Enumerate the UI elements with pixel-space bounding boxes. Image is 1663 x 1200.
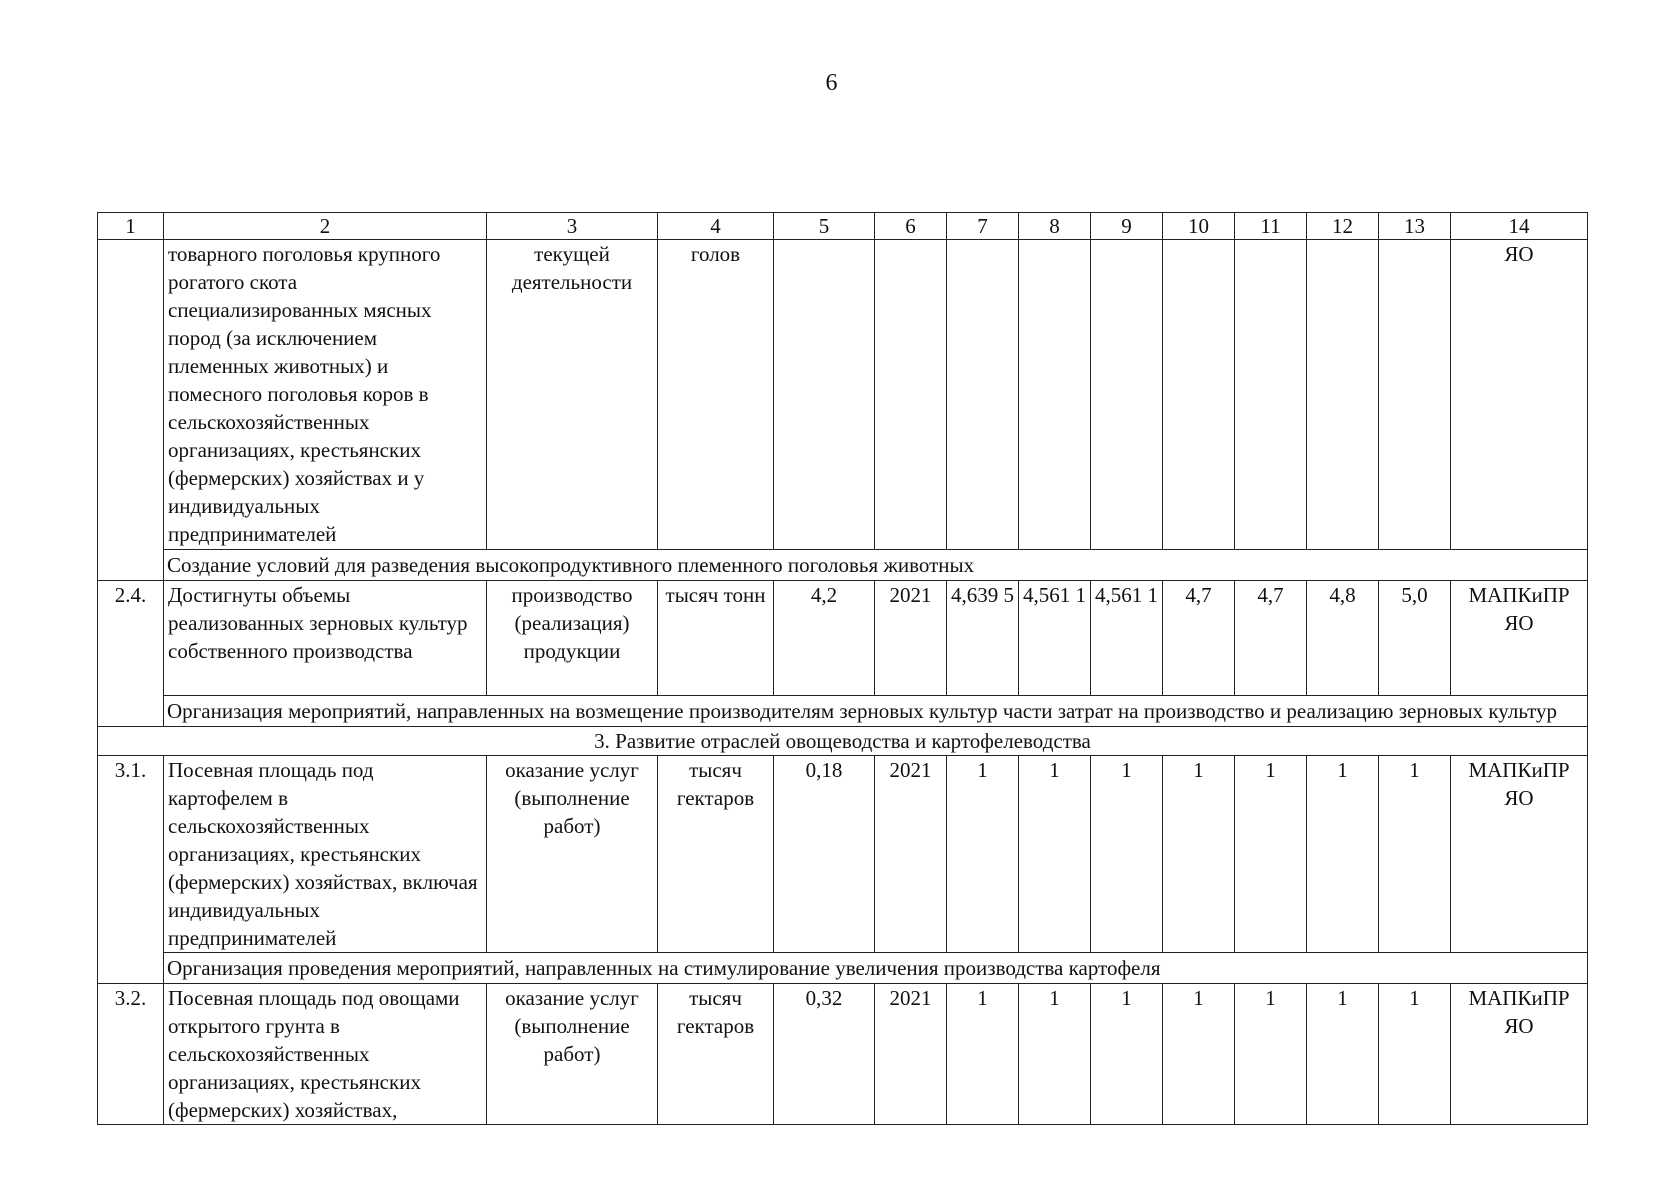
note-row: [98, 953, 1588, 984]
responsible: МАПКиПР ЯО: [1451, 581, 1588, 696]
responsible: МАПКиПР ЯО: [1451, 984, 1588, 1125]
note-row: [98, 550, 1588, 581]
column-header: 2: [164, 213, 487, 240]
column-header: 4: [658, 213, 774, 240]
base-value: 0,32: [774, 984, 875, 1125]
base-year: 2021: [875, 581, 947, 696]
column-header: 1: [98, 213, 164, 240]
value-col12: 1: [1307, 984, 1379, 1125]
row-number: 3.1.: [98, 756, 164, 984]
base-value: 0,18: [774, 756, 875, 953]
value-col11: 1: [1235, 756, 1307, 953]
column-header: 3: [487, 213, 658, 240]
column-header: 8: [1019, 213, 1091, 240]
column-header: 6: [875, 213, 947, 240]
value-col11: [1235, 240, 1307, 550]
value-col11: 4,7: [1235, 581, 1307, 696]
table-row: [98, 240, 1588, 550]
activity-type: оказание услуг (выполнение работ): [487, 756, 658, 953]
responsible: ЯО: [1451, 240, 1588, 550]
base-value: 4,2: [774, 581, 875, 696]
column-header: 10: [1163, 213, 1235, 240]
value-col10: 1: [1163, 984, 1235, 1125]
column-header: 12: [1307, 213, 1379, 240]
base-year: 2021: [875, 984, 947, 1125]
value-col10: 4,7: [1163, 581, 1235, 696]
table-row: [98, 756, 1588, 953]
value-col8: 1: [1019, 756, 1091, 953]
section-title: 3. Развитие отраслей овощеводства и картофелеводства: [98, 727, 1588, 756]
base-value: [774, 240, 875, 550]
indicator-name: товарного поголовья крупного рогатого скота специализированных мясных пород (за исключением племенных животных) и помесного поголовья коров в сельскохозяйственных организациях, крестьянских (фермерских) хозяйствах и у индивидуальных предпринимателей: [164, 240, 487, 550]
value-col7: 4,639 5: [947, 581, 1019, 696]
value-col9: 1: [1091, 756, 1163, 953]
value-col12: 1: [1307, 756, 1379, 953]
column-header: 14: [1451, 213, 1588, 240]
unit: тысяч гектаров: [658, 756, 774, 953]
column-header: 11: [1235, 213, 1307, 240]
unit: голов: [658, 240, 774, 550]
column-header: 5: [774, 213, 875, 240]
base-year: [875, 240, 947, 550]
column-header: 7: [947, 213, 1019, 240]
value-col10: 1: [1163, 756, 1235, 953]
value-col8: [1019, 240, 1091, 550]
page-number: 6: [825, 70, 838, 96]
value-col12: 4,8: [1307, 581, 1379, 696]
table-row: [98, 581, 1588, 696]
indicator-name: Посевная площадь под картофелем в сельскохозяйственных организациях, крестьянских (фермерских) хозяйствах, включая индивидуальных предпринимателей: [164, 756, 487, 953]
value-col12: [1307, 240, 1379, 550]
value-col7: 1: [947, 984, 1019, 1125]
value-col9: 1: [1091, 984, 1163, 1125]
value-col8: 1: [1019, 984, 1091, 1125]
activity-type: оказание услуг (выполнение работ): [487, 984, 658, 1125]
section-header-row: [98, 727, 1588, 756]
row-number: 3.2.: [98, 984, 164, 1125]
activity-type: производство (реализация) продукции: [487, 581, 658, 696]
column-header: 9: [1091, 213, 1163, 240]
note-row: [98, 696, 1588, 727]
value-col7: 1: [947, 756, 1019, 953]
base-year: 2021: [875, 756, 947, 953]
unit: тысяч гектаров: [658, 984, 774, 1125]
value-col11: 1: [1235, 984, 1307, 1125]
table-row: [98, 984, 1588, 1125]
unit: тысяч тонн: [658, 581, 774, 696]
value-col7: [947, 240, 1019, 550]
indicators-table: [97, 212, 1588, 1125]
value-col13: 1: [1379, 984, 1451, 1125]
row-number: [98, 240, 164, 581]
value-col13: [1379, 240, 1451, 550]
responsible: МАПКиПР ЯО: [1451, 756, 1588, 953]
value-col9: [1091, 240, 1163, 550]
activity-type: текущей деятельности: [487, 240, 658, 550]
row-number: 2.4.: [98, 581, 164, 727]
measure-note: Создание условий для разведения высокопродуктивного племенного поголовья животных: [164, 550, 1588, 581]
value-col9: 4,561 1: [1091, 581, 1163, 696]
value-col13: 5,0: [1379, 581, 1451, 696]
column-number-row: [98, 213, 1588, 240]
measure-note: Организация проведения мероприятий, направленных на стимулирование увеличения производства картофеля: [164, 953, 1588, 984]
value-col10: [1163, 240, 1235, 550]
measure-note: Организация мероприятий, направленных на возмещение производителям зерновых культур части затрат на производство и реализацию зерновых культур: [164, 696, 1588, 727]
indicator-name: Посевная площадь под овощами открытого грунта в сельскохозяйственных организациях, крестьянских (фермерских) хозяйствах,: [164, 984, 487, 1125]
value-col8: 4,561 1: [1019, 581, 1091, 696]
column-header: 13: [1379, 213, 1451, 240]
value-col13: 1: [1379, 756, 1451, 953]
indicator-name: Достигнуты объемы реализованных зерновых культур собственного производства: [164, 581, 487, 696]
